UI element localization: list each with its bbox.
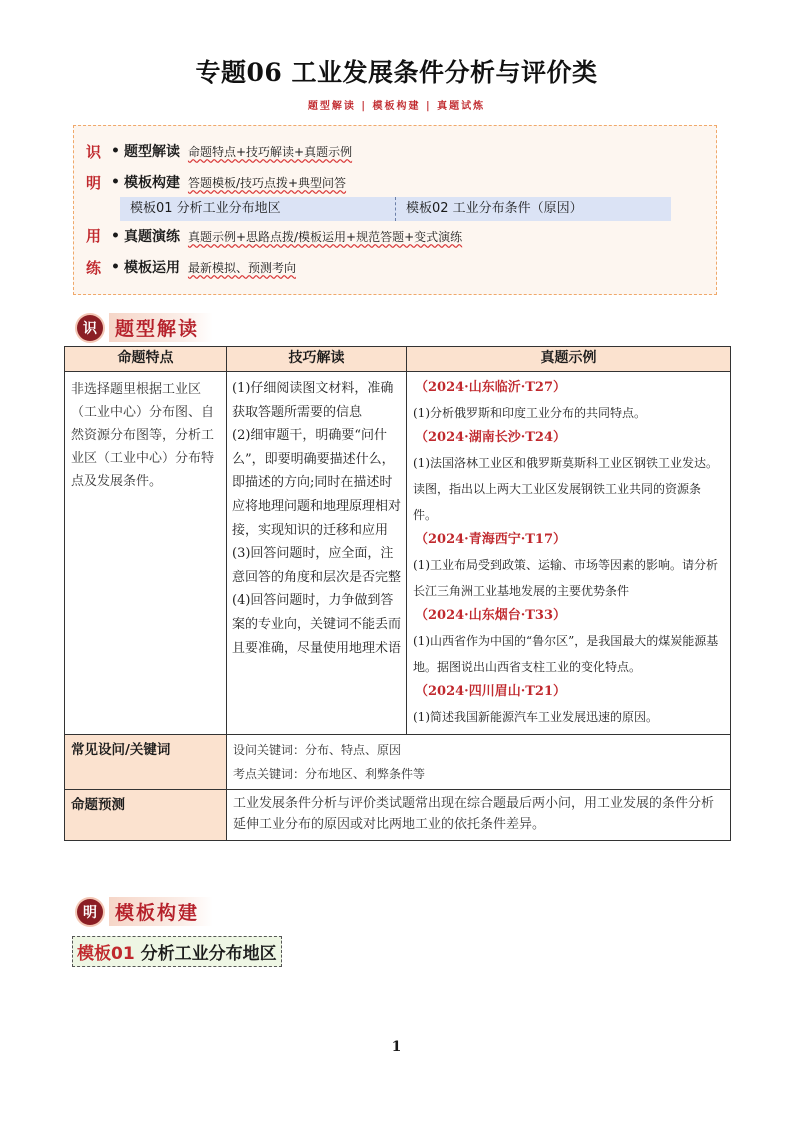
toc-side-char: 明 bbox=[86, 174, 102, 192]
predict-label: 命题预测 bbox=[65, 790, 227, 841]
keyword-cell bbox=[227, 735, 731, 790]
skill-item: (4)回答问题时，力争做到答案的专业向，关键词不能丢而且要准确，尽量使用地理术语 bbox=[232, 593, 402, 656]
table-row bbox=[65, 735, 731, 790]
section-badge-icon: 识 bbox=[77, 315, 103, 341]
analysis-table bbox=[64, 346, 731, 841]
section-title: 题型解读 bbox=[109, 313, 213, 342]
toc-item[interactable] bbox=[111, 226, 462, 246]
skill-item: (1)仔细阅读图文材料，准确获取答题所需要的信息 bbox=[232, 381, 394, 420]
toc-item-name: 模板构建 bbox=[123, 175, 180, 191]
section-header-template bbox=[77, 897, 213, 926]
toc-side-char: 识 bbox=[86, 143, 102, 161]
example-question: (1)简述我国新能源汽车工业发展迅速的原因。 bbox=[413, 710, 658, 724]
toc-template-link[interactable]: 模板01 分析工业分布地区 bbox=[130, 201, 281, 216]
toc-item-name: 真题演练 bbox=[123, 229, 180, 245]
column-header: 真题示例 bbox=[407, 347, 731, 372]
skill-item: (3)回答问题时，应全面，注意回答的角度和层次是否完整 bbox=[232, 546, 402, 585]
toc-box bbox=[73, 125, 717, 295]
page-title: 专题06 工业发展条件分析与评价类 bbox=[195, 58, 598, 87]
keyword-line: 考点关键词：分布地区、利弊条件等 bbox=[233, 767, 426, 781]
example-question: (1)法国洛林工业区和俄罗斯莫斯科工业区钢铁工业发达。读图，指出以上两大工业区发展钢铁工业共同的资源条件。 bbox=[413, 456, 719, 522]
keyword-line: 设问关键词：分布、特点、原因 bbox=[233, 743, 402, 757]
toc-template-row bbox=[120, 197, 671, 221]
column-header: 命题特点 bbox=[65, 347, 227, 372]
bullet-icon: • bbox=[111, 259, 120, 275]
feature-cell: 非选择题里根据工业区（工业中心）分布图、自然资源分布图等，分析工业区（工业中心）分布特点及发展条件。 bbox=[65, 372, 227, 735]
bullet-icon: • bbox=[111, 228, 120, 244]
predict-cell: 工业发展条件分析与评价类试题常出现在综合题最后两小问，用工业发展的条件分析延伸工业分布的原因或对比两地工业的依托条件差异。 bbox=[227, 790, 731, 841]
example-question: (1)工业布局受到政策、运输、市场等因素的影响。请分析长江三角洲工业基地发展的主要优势条件 bbox=[413, 558, 719, 598]
toc-side-char: 用 bbox=[86, 227, 102, 245]
example-source: （2024·青海西宁·T17） bbox=[415, 532, 566, 547]
toc-item-name: 模板运用 bbox=[123, 260, 180, 276]
example-source: （2024·山东临沂·T27） bbox=[415, 380, 566, 395]
toc-item-desc: 真题示例+思路点拨/模板运用+规范答题+变式演练 bbox=[187, 229, 463, 244]
toc-side-char: 练 bbox=[86, 259, 102, 277]
column-header: 技巧解读 bbox=[227, 347, 407, 372]
example-source: （2024·四川眉山·T21） bbox=[415, 684, 566, 699]
table-header-row bbox=[65, 347, 731, 372]
keyword-label: 常见设问/关键词 bbox=[65, 735, 227, 790]
toc-item[interactable] bbox=[111, 257, 296, 277]
section-badge-icon: 明 bbox=[77, 899, 103, 925]
page-number: 1 bbox=[391, 1039, 402, 1055]
skill-item: (2)细审题干，明确要“问什么”，即要明确要描述什么，即描述的方向;同时在描述时应将地理问题和地理原理相对接，实现知识的迁移和应用 bbox=[232, 428, 402, 538]
page-subtitle: 题型解读 | 模板构建 | 真题试炼 bbox=[307, 101, 486, 112]
template-text: 分析工业分布地区 bbox=[140, 944, 277, 964]
examples-cell bbox=[407, 372, 731, 735]
toc-item-name: 题型解读 bbox=[123, 144, 180, 160]
toc-item[interactable] bbox=[111, 141, 352, 161]
bullet-icon: • bbox=[111, 143, 120, 159]
template-heading bbox=[72, 936, 282, 967]
example-question: (1)山西省作为中国的“鲁尔区”，是我国最大的煤炭能源基地。据图说出山西省支柱工业的变化特点。 bbox=[413, 634, 719, 674]
bullet-icon: • bbox=[111, 174, 120, 190]
toc-item-desc: 最新模拟、预测考向 bbox=[187, 260, 296, 275]
example-source: （2024·山东烟台·T33） bbox=[415, 608, 566, 623]
section-title: 模板构建 bbox=[109, 897, 213, 926]
section-header-analysis bbox=[77, 313, 213, 342]
toc-template-link[interactable]: 模板02 工业分布条件（原因） bbox=[395, 197, 671, 221]
template-prefix: 模板01 bbox=[77, 944, 135, 964]
table-row bbox=[65, 372, 731, 735]
example-source: （2024·湖南长沙·T24） bbox=[415, 430, 566, 445]
toc-item[interactable] bbox=[111, 172, 346, 192]
example-question: (1)分析俄罗斯和印度工业分布的共同特点。 bbox=[413, 406, 646, 420]
toc-item-desc: 命题特点+技巧解读+真题示例 bbox=[187, 144, 353, 159]
table-row bbox=[65, 790, 731, 841]
skills-cell bbox=[227, 372, 407, 735]
toc-item-desc: 答题模板/技巧点拨+典型问答 bbox=[187, 175, 347, 190]
